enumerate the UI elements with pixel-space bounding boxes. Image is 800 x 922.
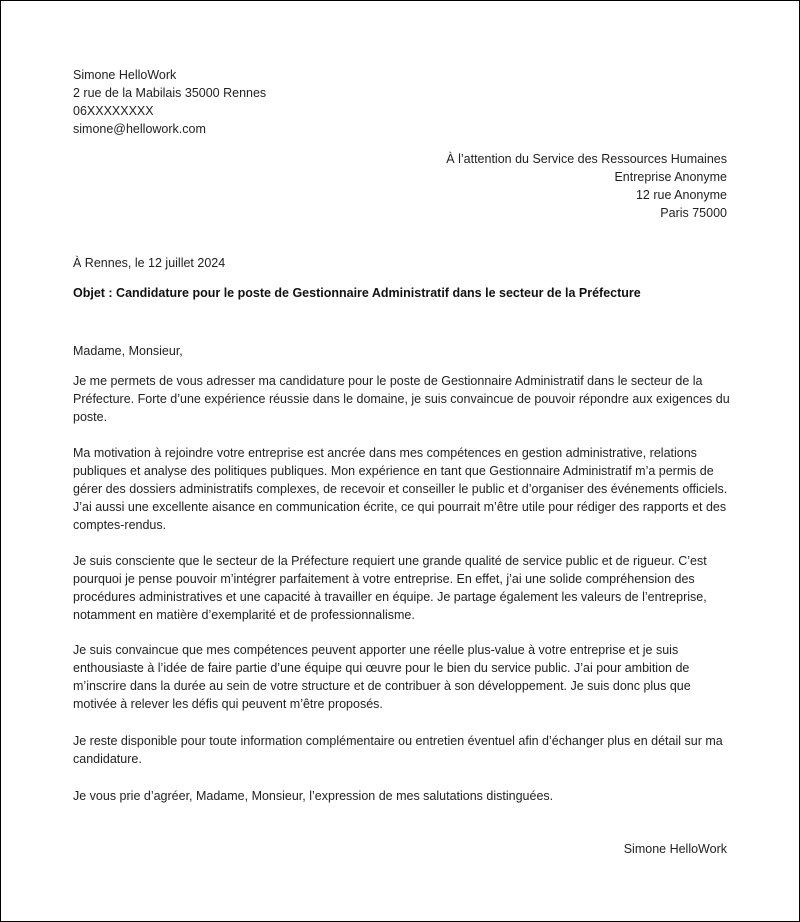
body-paragraph: Je reste disponible pour toute information complémentaire ou entretien éventuel afin d’échanger plus en détail sur ma candidature. [73, 734, 723, 766]
sender-phone: 06XXXXXXXX [73, 104, 154, 118]
recipient-block [446, 150, 727, 222]
closing-paragraph: Je vous prie d’agréer, Madame, Monsieur, l’expression de mes salutations distinguées. [73, 789, 554, 803]
body-paragraph: Je suis convaincue que mes compétences peuvent apporter une réelle plus-value à votre entreprise et je suis enthousiaste à l’idée de faire partie d’une équipe qui œuvre pour le bien du service public. J’ai pour ambition de m’inscrire dans la durée au sein de votre structure et de contribuer à son développement. Je suis donc plus que motivée à relever les défis qui peuvent m’être proposés. [73, 643, 691, 711]
letter-salutation: Madame, Monsieur, [73, 344, 183, 358]
sender-email: simone@hellowork.com [73, 122, 206, 136]
sender-name: Simone HelloWork [73, 68, 177, 82]
recipient-company: Entreprise Anonyme [614, 170, 727, 184]
letter-subject: Objet : Candidature pour le poste de Gestionnaire Administratif dans le secteur de la Préfecture [73, 286, 641, 300]
sender-block [73, 66, 266, 138]
recipient-attention: À l’attention du Service des Ressources Humaines [446, 152, 727, 166]
signature: Simone HelloWork [623, 842, 727, 856]
body-paragraph: Je suis consciente que le secteur de la Préfecture requiert une grande qualité de service public et de rigueur. C’est pourquoi je pense pouvoir m’intégrer parfaitement à votre entreprise. En effet, j’ai une solide compréhension des procédures administratives et une capacité à travailler en équipe. Je partage également les valeurs de l’entreprise, notamment en matière d’exemplarité et de professionnalisme. [73, 554, 707, 622]
recipient-city: Paris 75000 [660, 206, 727, 220]
body-paragraph: Ma motivation à rejoindre votre entreprise est ancrée dans mes compétences en gestion administrative, relations publiques et analyse des politiques publiques. Mon expérience en tant que Gestionnaire Administratif m’a permis de gérer des dossiers administratifs complexes, de recevoir et conseiller le public et d’organiser des événements officiels. J’ai aussi une excellente aisance en communication écrite, ce qui pourrait m’être utile pour rédiger des rapports et des comptes-rendus. [73, 446, 728, 532]
sender-address: 2 rue de la Mabilais 35000 Rennes [73, 86, 267, 100]
letter-date: À Rennes, le 12 juillet 2024 [73, 256, 226, 270]
recipient-street: 12 rue Anonyme [635, 188, 727, 202]
body-paragraph: Je me permets de vous adresser ma candidature pour le poste de Gestionnaire Administratif dans le secteur de la Préfecture. Forte d’une expérience réussie dans le domaine, je suis convaincue de pouvoir répondre aux exigences du poste. [73, 374, 730, 424]
